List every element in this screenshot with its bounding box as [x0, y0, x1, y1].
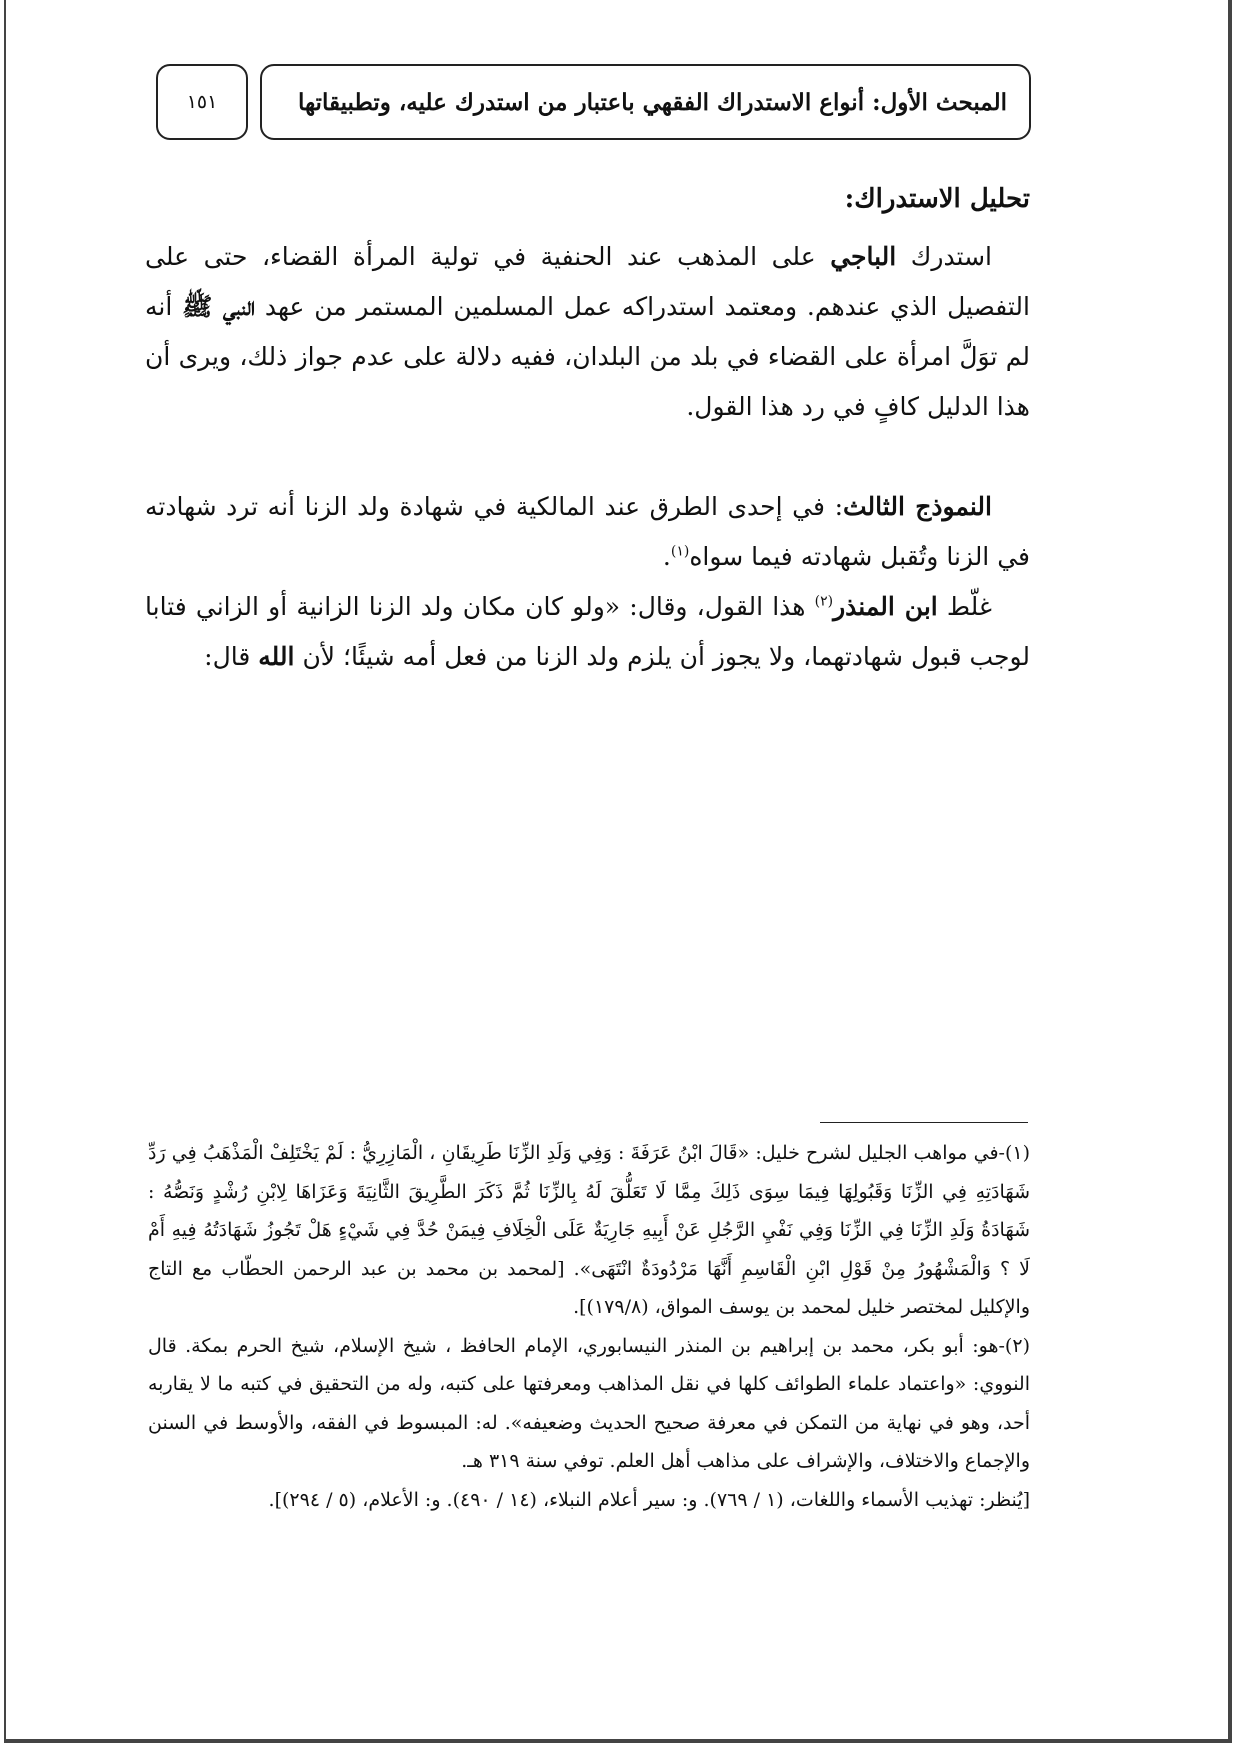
analysis-heading: تحليل الاستدراك:: [844, 184, 1030, 214]
analysis-text-3: أنه لم توَلَّ امرأة على القضاء في بلد من البلدان، ففيه دلالة على عدم جواز ذلك، ويرى أن هذا الدليل كافٍ في رد هذا القول.: [145, 292, 1030, 421]
footnote-1: (١)-في مواهب الجليل لشرح خليل: «قَالَ ابْنُ عَرَفَةَ : وَفِي وَلَدِ الزِّنَا طَرِيقَانِ ، الْمَازِرِيُّ : لَمْ يَخْتَلِفْ الْمَذْهَبُ فِي رَدِّ شَهَادَتِهِ فِي الزِّنَا وَقَبُولِهَا فِيمَا سِوَى ذَلِكَ مِمَّا لَا تَعَلُّقَ لَهُ بِالزِّنَا ثُمَّ ذَكَرَ الطَّرِيقَ الثَّانِيَةَ وَعَزَاهَا لِابْنِ رُشْدٍ وَنَصُّهُ : شَهَادَةُ وَلَدِ الزِّنَا فِي الزِّنَا وَفِي نَفْيِ الرَّجُلِ عَنْ أَبِيهِ جَارِيَةٌ عَلَى الْخِلَافِ فِيمَنْ حُدَّ فِي شَيْءٍ هَلْ تَجُوزُ شَهَادَتُهُ فِيهِ أَمْ لَا ؟ وَالْمَشْهُورُ مِنْ قَوْلِ ابْنِ الْقَاسِمِ أَنَّهَا مَرْدُودَةٌ انْتَهَى». [لمحمد بن محمد بن عبد الرحمن الحطّاب مع التاج والإكليل لمختصر خليل لمحمد بن يوسف المواق، (١٧٩/٨)].: [148, 1142, 1030, 1318]
running-header: [260, 64, 1031, 140]
para2-text-1: غلّط: [937, 592, 992, 621]
name-prophet: النبي ﷺ: [182, 292, 256, 321]
model3-label: النموذج الثالث: [843, 492, 992, 521]
model3-text: : في إحدى الطرق عند المالكية في شهادة ولد الزنا أنه ترد شهادته في الزنا وتُقبل شهادته فيما سواه: [145, 492, 1030, 571]
model3-paragraph: [145, 482, 1030, 582]
paragraph-gap: [145, 432, 1030, 482]
main-text: [145, 160, 1030, 682]
footnote-2: (٢)-هو: أبو بكر، محمد بن إبراهيم بن المنذر النيسابوري، الإمام الحافظ ، شيخ الإسلام، شيخ الحرم بمكة. قال النووي: «واعتماد علماء الطوائف كلها في نقل المذاهب ومعرفتها على كتبه، وله من التحقيق في كتبه ما لا يقاربه أحد، وهو في نهاية من التمكن في معرفة صحيح الحديث وضعيفه». له: المبسوط في الفقه، والأوسط في السنن والإجماع والاختلاف، والإشراف على مذاهب أهل العلم. توفي سنة ٣١٩ هـ.: [148, 1334, 1030, 1472]
para2-text-3: قال:: [204, 642, 259, 671]
footnote-2-refs: [يُنظر: تهذيب الأسماء واللغات، (١ / ٧٦٩). و: سير أعلام النبلاء، (١٤ / ٤٩٠). و: الأعلام، (٥ / ٢٩٤)].: [268, 1488, 1030, 1511]
name-ibn-almundhir: ابن المنذر: [833, 592, 938, 621]
name-albaji: الباجي: [830, 242, 897, 271]
footnote-separator: [820, 1122, 1028, 1123]
page-number: ١٥١: [156, 64, 248, 140]
ibn-almundhir-paragraph: [145, 582, 1030, 682]
footnote-ref-1[interactable]: (١): [670, 543, 690, 560]
name-allah: الله: [258, 642, 295, 671]
footnote-ref-2[interactable]: (٢): [814, 593, 834, 610]
para2-text-2: هذا القول، وقال: «ولو كان مكان ولد الزنا الزانية أو الزاني فتابا لوجب قبول شهادتهما، ولا يجوز أن يلزم ولد الزنا من فعل أمه شيئًا؛ لأن: [145, 592, 1030, 671]
analysis-text-1: استدرك: [896, 242, 992, 271]
analysis-paragraph: [145, 232, 1030, 432]
analysis-text-2: على المذهب عند الحنفية في تولية المرأة القضاء، حتى على التفصيل الذي عندهم. ومعتمد استدراكه عمل المسلمين المستمر من عهد: [145, 242, 1030, 321]
chapter-title: المبحث الأول: أنواع الاستدراك الفقهي باعتبار من استدرك عليه، وتطبيقاتها: [297, 88, 1007, 116]
model3-end: .: [662, 542, 671, 571]
footnotes: [148, 1134, 1030, 1519]
